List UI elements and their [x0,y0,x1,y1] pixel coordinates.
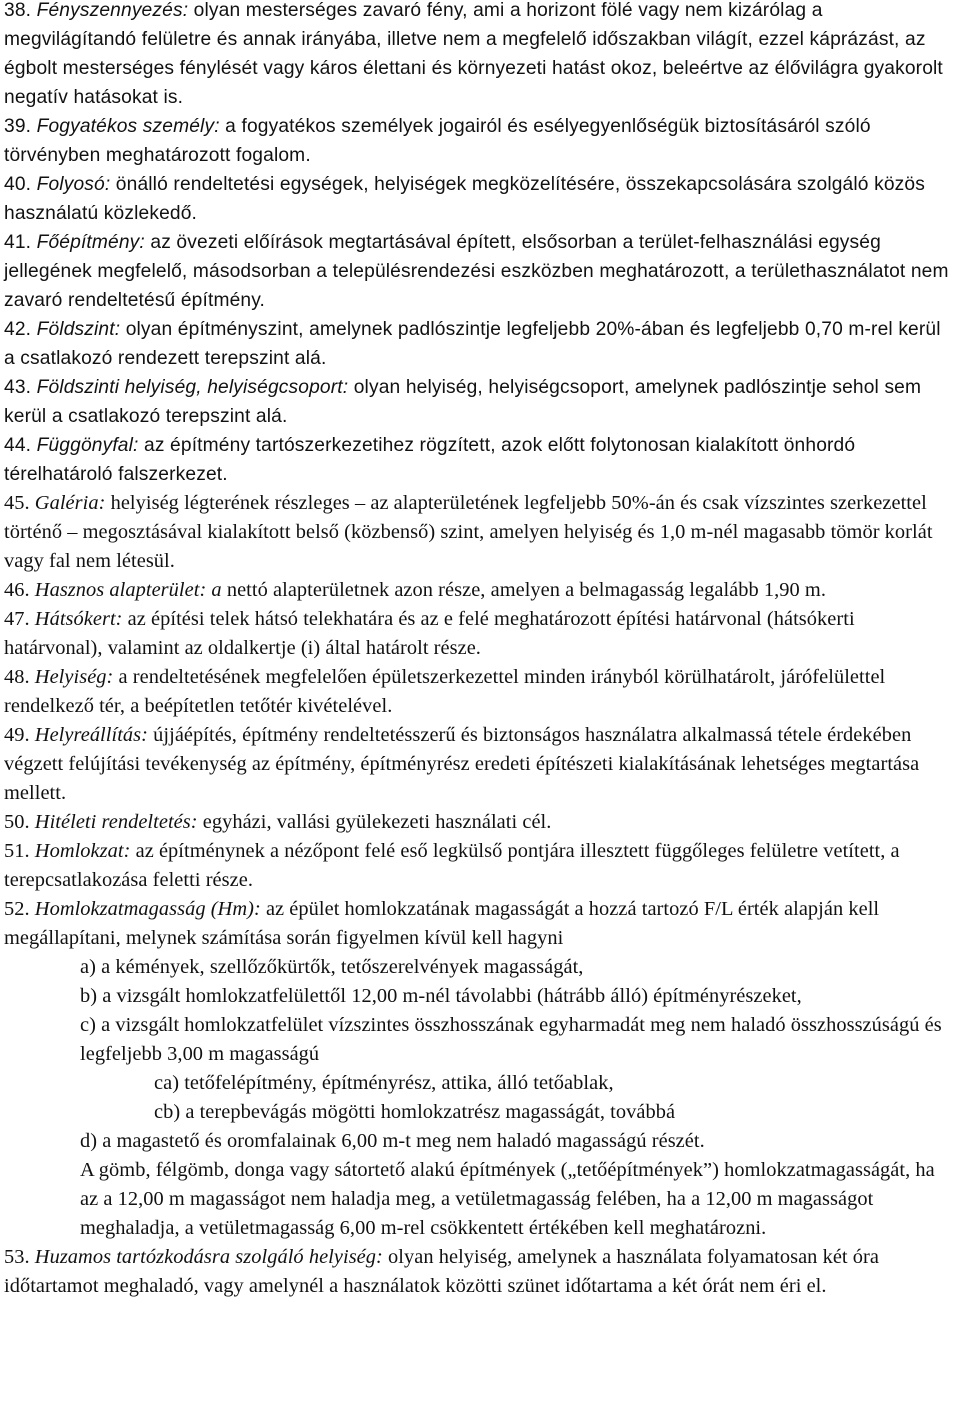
definition-48 [4,663,956,721]
defined-term: Fogyatékos személy: [36,116,220,137]
defined-term: Homlokzatmagasság (Hm): [34,898,261,920]
item-number: 47. [4,608,30,630]
item-number: 49. [4,724,30,746]
subitem-cb: cb) a terepbevágás mögötti homlokzatrész magasságát, továbbá [154,1101,676,1123]
defined-term: Helyiség: [34,666,114,688]
item-number: 43. [4,377,32,398]
definition-50 [4,808,956,837]
defined-term: Homlokzat: [34,840,131,862]
definition-40 [4,170,956,228]
subitem-a: a) a kémények, szellőzőkürtők, tetőszerelvények magasságát, [80,956,584,978]
item-number: 48. [4,666,30,688]
defined-term: Főépítmény: [36,232,145,253]
definition-45 [4,489,956,576]
defined-term: Helyreállítás: [34,724,148,746]
defined-term: Hasznos alapterület: a [34,579,222,601]
item-number: 46. [4,579,30,601]
subitem-b: b) a vizsgált homlokzatfelülettől 12,00 m-nél távolabbi (hátrább álló) építményrészeket, [80,985,802,1007]
defined-term: Folyosó: [36,174,111,195]
definition-46 [4,576,956,605]
definition-text: az épület homlokzatának magasságát a hozzá tartozó F/L érték alapján kell megállapítani, melynek számítása során figyelmen kívül kell hagyni [4,898,880,949]
definition-44 [4,431,956,489]
defined-term: Hitéleti rendeltetés: [34,811,198,833]
item-number: 45. [4,492,30,514]
item-number: 40. [4,174,32,195]
definition-42 [4,315,956,373]
definition-51 [4,837,956,895]
defined-term: Galéria: [34,492,106,514]
defined-term: Fényszennyezés: [36,0,189,21]
definition-text: újjáépítés, építmény rendeltetésszerű és biztonságos használatra alkalmassá tétele érdekében végzett felújítási tevékenység az építmény, építményrész eredeti építészeti kialakításának lehetséges megtartása mellett. [4,724,920,804]
defined-term: Függönyfal: [36,435,139,456]
subitem-c: c) a vizsgált homlokzatfelület vízszintes összhosszának egyharmadát meg nem haladó összhosszúságú és legfeljebb 3,00 m magasságú [80,1014,942,1065]
defined-term: Hátsókert: [34,608,123,630]
definition-text: olyan építményszint, amelynek padlószintje legfeljebb 20%-ában és legfeljebb 0,70 m-rel kerül a csatlakozó rendezett terepszint alá. [4,319,941,369]
definition-text: helyiség légterének részleges – az alapterületének legfeljebb 50%-án és csak vízszintes szerkezettel történő – megosztásával kialakított belső (közbenső) szint, amelyen helyiség és 1,0 m-nél magasabb tömör korlát vagy fal nem létesül. [4,492,933,572]
definition-text: olyan mesterséges zavaró fény, ami a horizont fölé vagy nem kizárólag a megvilágítandó felületre és annak irányába, illetve nem a megfelelő időszakban világít, ezzel káprázást, az égbolt mesterséges fénylését vagy káros élettani és környezeti hatást okoz, beleértve az élővilágra gyakorolt negatív hatásokat is. [4,0,943,108]
item-number: 51. [4,840,30,862]
definition-text: az építmény tartószerkezetihez rögzített, azok előtt folytonosan kialakított önhordó térelhatároló falszerkezet. [4,435,856,485]
definition-52 [4,895,956,953]
definition-49 [4,721,956,808]
item-number: 52. [4,898,30,920]
item-number: 42. [4,319,32,340]
definition-text: a fogyatékos személyek jogairól és esélyegyenlőségük biztosításáról szóló törvényben meghatározott fogalom. [4,116,871,166]
defined-term: Földszint: [36,319,121,340]
definition-text: önálló rendeltetési egységek, helyiségek megközelítésére, összekapcsolására szolgáló közös használatú közlekedő. [4,174,925,224]
document-page [4,0,956,1301]
definition-41 [4,228,956,315]
item-number: 41. [4,232,32,253]
subitem-ca: ca) tetőfelépítmény, építményrész, attika, álló tetőablak, [154,1072,614,1094]
definition-38 [4,0,956,112]
definition-47 [4,605,956,663]
definition-53 [4,1243,956,1301]
item-number: 39. [4,116,32,137]
defined-term: Huzamos tartózkodásra szolgáló helyiség: [34,1246,383,1268]
definition-text: az építménynek a nézőpont felé eső legkülső pontjára illesztett függőleges felületre vetített, a terepcsatlakozása feletti része. [4,840,900,891]
definition-text: olyan helyiség, amelynek a használata folyamatosan két óra időtartamot meghaladó, vagy amelynél a használatok közötti szünet időtartama a két órát nem éri el. [4,1246,879,1297]
item-number: 38. [4,0,32,21]
subitem-d: d) a magastető és oromfalainak 6,00 m-t meg nem haladó magasságú részét. [80,1130,705,1152]
definition-text: egyházi, vallási gyülekezeti használati cél. [197,811,552,833]
definition-text: az övezeti előírások megtartásával épített, elsősorban a terület-felhasználási egység jellegének megfelelő, másodsorban a településrendezési eszközben meghatározott, a területhasználatot nem zavaró rendeltetésű építmény. [4,232,949,311]
definition-text: az építési telek hátsó telekhatára és az e felé meghatározott építési határvonal (hátsókerti határvonal), valamint az oldalkertje (i) által határolt része. [4,608,855,659]
definition-text: nettó alapterületnek azon része, amelyen a belmagasság legalább 1,90 m. [221,579,826,601]
definition-text: a rendeltetésének megfelelően épületszerkezettel minden irányból körülhatárolt, járófelülettel rendelkező tér, a beépítetlen tetőtér kivételével. [4,666,886,717]
subitem-note: A gömb, félgömb, donga vagy sátortető alakú építmények („tetőépítmények”) homlokzatmagasságát, ha az a 12,00 m magasságot nem haladja meg, a vetületmagasság felében, ha a 12,00 m magasságot meghaladja, a vetületmagasság 6,00 m-rel csökkentett értékében kell meghatározni. [80,1159,935,1239]
definition-39 [4,112,956,170]
item-number: 53. [4,1246,30,1268]
item-number: 44. [4,435,32,456]
item-number: 50. [4,811,30,833]
definition-text: olyan helyiség, helyiségcsoport, amelynek padlószintje sehol sem kerül a csatlakozó terepszint alá. [4,377,922,427]
definition-43 [4,373,956,431]
defined-term: Földszinti helyiség, helyiségcsoport: [36,377,349,398]
